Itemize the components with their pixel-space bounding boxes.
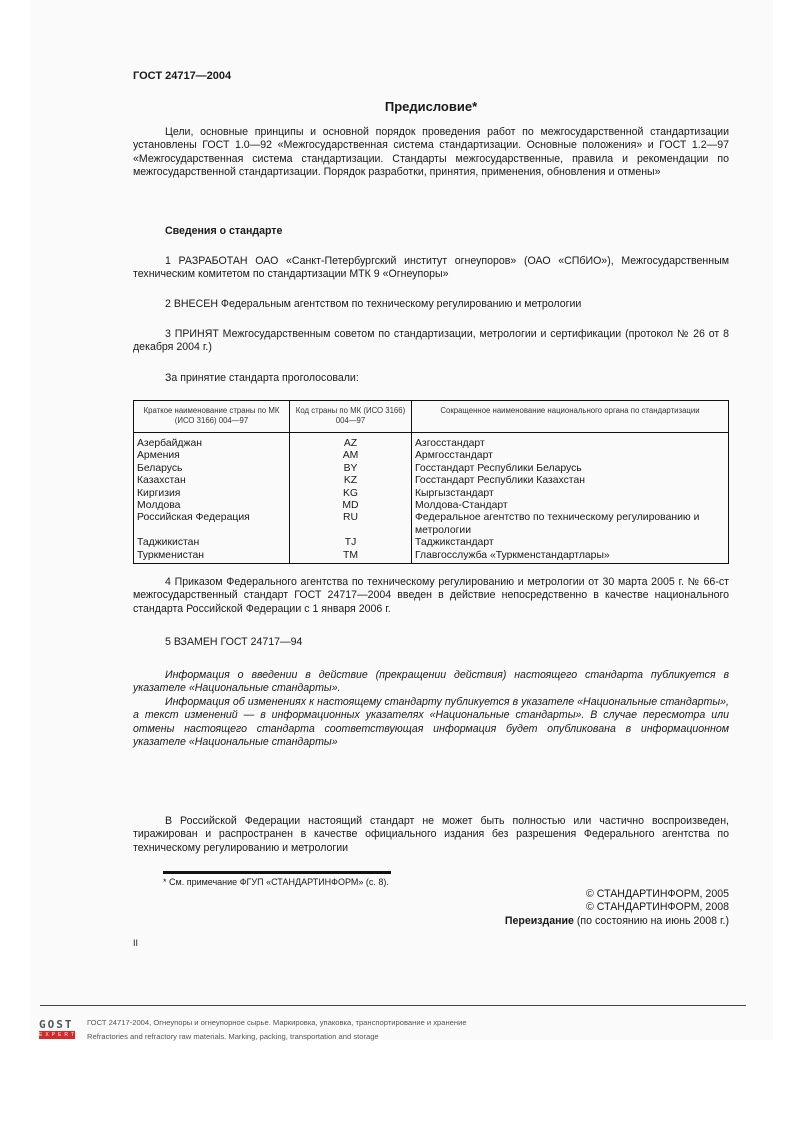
logo-gost-text: GOST: [39, 1018, 74, 1031]
item-2: 2 ВНЕСЕН Федеральным агентством по техническому регулированию и метрологии: [165, 298, 582, 310]
notice-1: Информация о введении в действие (прекращении действия) настоящего стандарта публикуется в указателе «Национальные стандарты».: [133, 669, 729, 695]
table-row: [134, 512, 729, 537]
cell-country: Киргизия: [134, 488, 290, 500]
footnote-divider: [163, 871, 391, 874]
cell-country: Беларусь: [134, 463, 290, 475]
cell-country: Молдова: [134, 500, 290, 512]
page-title: Предисловие*: [384, 99, 478, 114]
cell-standards-body: Госстандарт Республики Беларусь: [412, 463, 729, 475]
cell-code: AM: [290, 450, 412, 462]
copyright-2008: © СТАНДАРТИНФОРМ, 2008: [586, 901, 729, 913]
cell-code: TM: [290, 550, 412, 564]
cell-code: BY: [290, 463, 412, 475]
cell-standards-body: Азгосстандарт: [412, 433, 729, 451]
table-row: [134, 450, 729, 462]
cell-country: Казахстан: [134, 475, 290, 487]
cell-code: KG: [290, 488, 412, 500]
cell-standards-body: Федеральное агентство по техническому регулированию и метрологии: [412, 512, 729, 537]
cell-standards-body: Кыргызстандарт: [412, 488, 729, 500]
cell-standards-body: Таджикстандарт: [412, 537, 729, 549]
notice-2: Информация об изменениях к настоящему стандарту публикуется в указателе «Национальные стандарты», а текст изменений — в информационных указателях «Национальные стандарты». В случае пересмотра или отмены настоящего стандарта соответствующая информация будет опубликована в информационном указателе «Национальные стандарты»: [133, 696, 729, 749]
column-header-code: Код страны по МК (ИСО 3166) 004—97: [290, 401, 412, 433]
item-4: 4 Приказом Федерального агентства по техническому регулированию и метрологии от 30 марта 2005 г. № 66-ст межгосударственный стандарт ГОСТ 24717—2004 введен в действие непосредственно в качестве национального стандарта Российской Федерации с 1 января 2006 г.: [133, 576, 729, 615]
cell-country: Армения: [134, 450, 290, 462]
cell-standards-body: Армгосстандарт: [412, 450, 729, 462]
cell-standards-body: Госстандарт Республики Казахстан: [412, 475, 729, 487]
cell-country: Азербайджан: [134, 433, 290, 451]
table-row: [134, 550, 729, 564]
voting-intro: За принятие стандарта проголосовали:: [165, 372, 359, 384]
cell-code: KZ: [290, 475, 412, 487]
cell-code: RU: [290, 512, 412, 537]
table-row: [134, 488, 729, 500]
page-number: II: [133, 938, 139, 948]
section-heading: Сведения о стандарте: [165, 225, 283, 237]
gost-expert-logo[interactable]: [39, 1019, 75, 1039]
cell-country: Таджикистан: [134, 537, 290, 549]
reissue-line: [505, 915, 729, 928]
copyright-2005: © СТАНДАРТИНФОРМ, 2005: [586, 888, 729, 900]
footer-title-ru: ГОСТ 24717-2004, Огнеупоры и огнеупорное сырье. Маркировка, упаковка, транспортирование и хранение: [87, 1018, 467, 1027]
table-header-row: [134, 401, 729, 433]
reissue-date: (по состоянию на июнь 2008 г.): [573, 915, 729, 927]
footnote: * См. примечание ФГУП «СТАНДАРТИНФОРМ» (с. 8).: [163, 877, 389, 887]
voting-countries-table: [133, 400, 729, 564]
cell-code: MD: [290, 500, 412, 512]
cell-code: AZ: [290, 433, 412, 451]
table-row: [134, 475, 729, 487]
column-header-country: Краткое наименование страны по МК (ИСО 3166) 004—97: [134, 401, 290, 433]
table-row: [134, 433, 729, 451]
cell-standards-body: Главгосслужба «Туркменстандартлары»: [412, 550, 729, 564]
copyright-notice: В Российской Федерации настоящий стандарт не может быть полностью или частично воспроизведен, тиражирован и распространен в качестве официального издания без разрешения Федерального агентства по техническому регулированию и метрологии: [133, 815, 729, 854]
footer-divider: [40, 1005, 746, 1006]
logo-expert-bar: EXPERT: [39, 1032, 77, 1038]
cell-country: Российская Федерация: [134, 512, 290, 537]
reissue-label: Переиздание: [504, 915, 574, 927]
item-5: 5 ВЗАМЕН ГОСТ 24717—94: [165, 636, 303, 648]
cell-standards-body: Молдова-Стандарт: [412, 500, 729, 512]
item-1: 1 РАЗРАБОТАН ОАО «Санкт-Петербургский институт огнеупоров» (ОАО «СПбИО»), Межгосударственным техническим комитетом по стандартизации МТК 9 «Огнеупоры»: [133, 255, 729, 281]
column-header-body: Сокращенное наименование национального органа по стандартизации: [412, 401, 729, 433]
cell-code: TJ: [290, 537, 412, 549]
intro-paragraph: Цели, основные принципы и основной порядок проведения работ по межгосударственной стандартизации установлены ГОСТ 1.0—92 «Межгосударственная система стандартизации. Основные положения» и ГОСТ 1.2—97 «Межгосударственная система стандартизации. Стандарты межгосударственные, правила и рекомендации по межгосударственной стандартизации. Порядок разработки, принятия, применения, обновления и отмены»: [133, 126, 729, 179]
table-row: [134, 463, 729, 475]
item-3: 3 ПРИНЯТ Межгосударственным советом по стандартизации, метрологии и сертификации (протокол № 26 от 8 декабря 2004 г.): [133, 328, 729, 354]
cell-country: Туркменистан: [134, 550, 290, 564]
table-row: [134, 537, 729, 549]
footer-title-en: Refractories and refractory raw materials. Marking, packing, transportation and storage: [87, 1032, 379, 1041]
table-row: [134, 500, 729, 512]
document-code: ГОСТ 24717—2004: [133, 70, 232, 82]
